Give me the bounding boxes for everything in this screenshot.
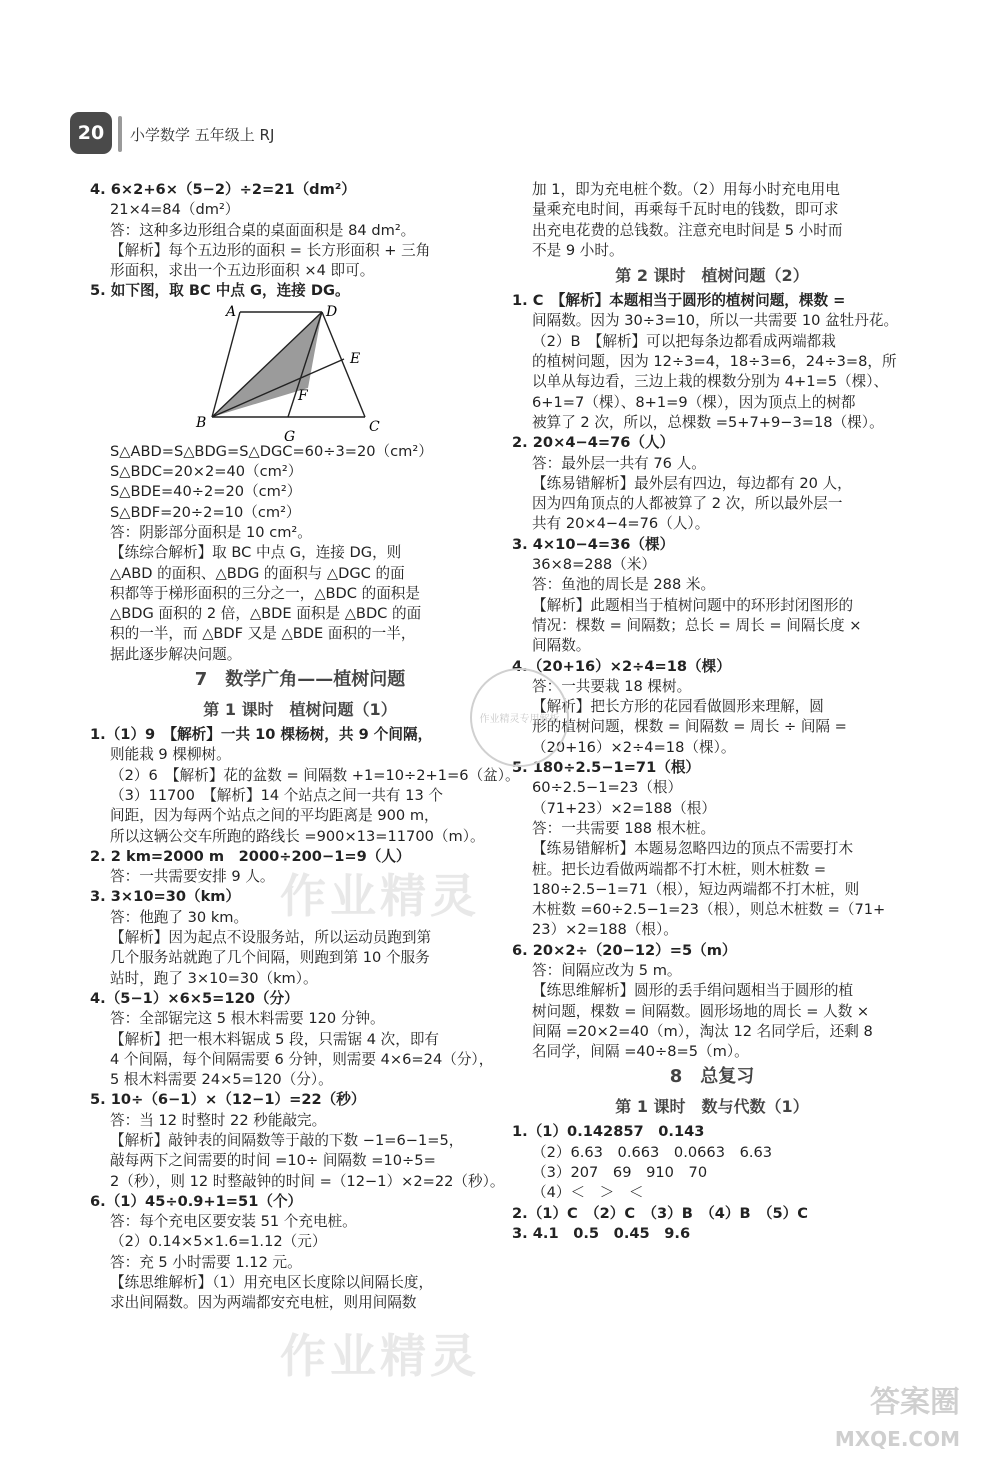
answer-line: 据此逐步解决问题。 bbox=[110, 645, 242, 663]
answer-line: 答：当 12 时整时 22 秒能敲完。 bbox=[110, 1111, 327, 1129]
question-line: 1.（1）9 【解析】一共 10 棵杨树，共 9 个间隔， bbox=[90, 726, 433, 744]
answer-line: 桩。把长边看做两端都不打木桩，则木桩数 = bbox=[532, 860, 827, 878]
question-line: 1. C 【解析】本题相当于圆形的植树问题，棵数 = bbox=[512, 292, 846, 310]
question-line: 5. 如下图，取 BC 中点 G，连接 DG。 bbox=[90, 282, 350, 300]
answer-line: 答：充 5 小时需要 1.12 元。 bbox=[110, 1253, 302, 1271]
answer-line: 5 根木料需要 24×5=120（分）。 bbox=[110, 1071, 333, 1089]
answer-line: 答：一共需要 188 根木桩。 bbox=[532, 819, 716, 837]
answer-line: 答：阴影部分面积是 10 cm²。 bbox=[110, 523, 312, 541]
answer-line: 间隔数。 bbox=[532, 637, 591, 655]
lesson-heading: 第 1 课时 植树问题（1） bbox=[203, 700, 397, 720]
site-logo: 答案圈 bbox=[870, 1385, 960, 1420]
vertex-label-g: G bbox=[284, 428, 296, 445]
answer-line: （2）0.14×5×1.6=1.12（元） bbox=[110, 1233, 327, 1251]
answer-line: 情况：棵数 = 间隔数；总长 = 周长 = 间隔长度 × bbox=[532, 616, 862, 634]
answer-line: 【练易错解析】最外层有四边，每边都有 20 人， bbox=[532, 474, 852, 492]
answer-line: 积都等于梯形面积的三分之一，△BDC 的面积是 bbox=[110, 584, 420, 602]
answer-line: 出充电花费的总钱数。注意充电时间是 5 小时而 bbox=[532, 221, 843, 239]
answer-line: S△BDE=40÷2=20（cm²） bbox=[110, 483, 302, 501]
answer-line: 答：每个充电区要安装 51 个充电桩。 bbox=[110, 1213, 357, 1231]
answer-line: 因为四角顶点的人都被算了 2 次，所以最外层一 bbox=[532, 495, 843, 513]
question-line: 2.（1）C （2）C （3）B （4）B （5）C bbox=[512, 1204, 808, 1222]
page-header bbox=[70, 112, 930, 160]
header-divider bbox=[118, 116, 122, 152]
answer-line: 站时，跑了 3×10=30（km）。 bbox=[110, 969, 318, 987]
answer-line: 积的一半，而 △BDF 又是 △BDE 面积的一半， bbox=[110, 625, 416, 643]
answer-line: 答：全部锯完这 5 根木料需要 120 分钟。 bbox=[110, 1010, 385, 1028]
answer-line: 【练思维解析】（1）用充电区长度除以间隔长度， bbox=[110, 1274, 434, 1292]
answer-line: 【练思维解析】圆形的丢手绢问题相当于圆形的植 bbox=[532, 982, 854, 1000]
watermark-text: 作业精灵 bbox=[280, 869, 480, 923]
answer-line: 答：这种多边形组合桌的桌面面积是 84 dm²。 bbox=[110, 221, 416, 239]
answer-line: 的植树问题，因为 12÷3=4，18÷3=6，24÷3=8，所 bbox=[532, 353, 897, 371]
vertex-label-c: C bbox=[369, 418, 380, 435]
page-number: 20 bbox=[70, 112, 112, 154]
question-line: 2. 2 km=2000 m 2000÷200−1=9（人） bbox=[90, 847, 411, 865]
answer-line: 木桩数 =60÷2.5−1=23（根），则总木桩数 =（71+ bbox=[532, 901, 886, 919]
answer-line: 敲每两下之间需要的时间 =10÷ 间隔数 =10÷5= bbox=[110, 1152, 436, 1170]
lesson-heading: 第 1 课时 数与代数（1） bbox=[615, 1097, 809, 1117]
question-line: 5. 10÷（6−1）×（12−1）=22（秒） bbox=[90, 1091, 366, 1109]
question-line: 1.（1）0.142857 0.143 bbox=[512, 1123, 705, 1141]
answer-line: 几个服务站就跑了几个间隔，则跑到第 10 个服务 bbox=[110, 949, 430, 967]
question-line: 4.（20+16）×2÷4=18（棵） bbox=[512, 657, 731, 675]
book-title: 小学数学 五年级上 RJ bbox=[130, 126, 275, 144]
trapezoid-diagram bbox=[90, 302, 510, 445]
question-line: 6. 20×2÷（20−12）=5（m） bbox=[512, 941, 737, 959]
chapter-heading: 7 数学广角——植树问题 bbox=[194, 669, 406, 691]
vertex-label-a: A bbox=[226, 303, 237, 320]
vertex-label-b: B bbox=[196, 414, 207, 431]
answer-line: 间距，因为每两个站点之间的平均距离是 900 m， bbox=[110, 807, 439, 825]
answer-line: S△BDF=20÷2=10（cm²） bbox=[110, 503, 301, 521]
vertex-label-e: E bbox=[350, 350, 361, 367]
answer-line: 所以这辆公交车所跑的路线长 =900×13=11700（m）。 bbox=[110, 827, 485, 845]
answer-line: （20+16）×2÷4=18（棵）。 bbox=[532, 738, 736, 756]
answer-line: S△BDC=20×2=40（cm²） bbox=[110, 463, 303, 481]
answer-line: 形面积，求出一个五边形面积 ×4 即可。 bbox=[110, 262, 375, 280]
answer-line: 形的植树问题，棵数 = 间隔数 = 周长 ÷ 间隔 = bbox=[532, 718, 847, 736]
answer-line: 【练综合解析】取 BC 中点 G，连接 DG，则 bbox=[110, 544, 402, 562]
answer-line: 答：鱼池的周长是 288 米。 bbox=[532, 576, 716, 594]
question-line: 4.（5−1）×6×5=120（分） bbox=[90, 989, 299, 1007]
answer-line: 加 1，即为充电桩个数。（2）用每小时充电用电 bbox=[532, 181, 840, 198]
answer-line: 答：一共需要安排 9 人。 bbox=[110, 868, 275, 886]
answer-line: 23）×2=188（根）。 bbox=[532, 921, 678, 939]
question-line: 3. 4.1 0.5 0.45 9.6 bbox=[512, 1224, 691, 1242]
answer-line: 间隔 =20×2=40（m），淘汰 12 名同学后，还剩 8 bbox=[532, 1022, 873, 1040]
answer-line: 以单从每边看，三边上栽的棵数分别为 4+1=5（棵）、 bbox=[532, 373, 889, 391]
answer-line: （3）11700 【解析】14 个站点之间一共有 13 个 bbox=[110, 786, 443, 804]
question-line: 5. 180÷2.5−1=71（根） bbox=[512, 759, 701, 777]
watermark-text: 作业精灵 bbox=[280, 1329, 480, 1383]
answer-line: 被算了 2 次，所以，总棵数 =5+7+9−3=18（棵）。 bbox=[532, 413, 884, 431]
answer-line: 【解析】把长方形的花园看做圆形来理解，圆 bbox=[532, 698, 824, 716]
answer-line: 【解析】因为起点不设服务站，所以运动员跑到第 bbox=[110, 929, 432, 947]
answer-line: 共有 20×4−4=76（人）。 bbox=[532, 515, 710, 533]
question-line: 6.（1）45÷0.9+1=51（个） bbox=[90, 1192, 303, 1210]
answer-line: 不是 9 小时。 bbox=[532, 241, 624, 259]
question-line: 3. 4×10−4=36（棵） bbox=[512, 535, 675, 553]
answer-line: 求出间隔数。因为两端都安充电桩，则用间隔数 bbox=[110, 1294, 417, 1312]
question-line: 3. 3×10=30（km） bbox=[90, 888, 241, 906]
answer-line: 180÷2.5−1=71（根），短边两端都不打木桩，则 bbox=[532, 880, 860, 898]
answer-line: 【解析】此题相当于植树问题中的环形封闭图形的 bbox=[532, 596, 854, 614]
answer-line: 名同学，间隔 =40÷8=5（m）。 bbox=[532, 1043, 749, 1061]
answer-line: （2）B 【解析】可以把每条边都看成两端都栽 bbox=[532, 332, 836, 350]
answer-line: 【练易错解析】本题易忽略四边的顶点不需要打木 bbox=[532, 840, 854, 858]
answer-line: 答：间隔应改为 5 m。 bbox=[532, 961, 682, 979]
vertex-label-f: F bbox=[298, 387, 308, 404]
site-url: MXQE.COM bbox=[834, 1427, 960, 1451]
lesson-heading: 第 2 课时 植树问题（2） bbox=[615, 266, 809, 286]
answer-line: 树问题，棵数 = 间隔数。圆形场地的周长 = 人数 × bbox=[532, 1002, 870, 1020]
answer-line: 则能栽 9 棵柳树。 bbox=[110, 746, 231, 764]
answer-line: 【解析】每个五边形的面积 = 长方形面积 + 三角 bbox=[110, 241, 431, 259]
answer-line: 4 个间隔，每个间隔需要 6 分钟，则需要 4×6=24（分）， bbox=[110, 1050, 494, 1068]
answer-line: 36×8=288（米） bbox=[532, 556, 656, 574]
answer-line: △BDG 面积的 2 倍，△BDE 面积是 △BDC 的面 bbox=[110, 605, 422, 623]
watermark-stamp: 作业精灵专用解析 bbox=[470, 668, 569, 767]
answer-line: △ABD 的面积、△BDG 的面积与 △DGC 的面 bbox=[110, 564, 405, 582]
right-column bbox=[512, 180, 912, 1244]
answer-line: 【解析】把一根木料锯成 5 段，只需锯 4 次，即有 bbox=[110, 1030, 440, 1048]
answer-line: （2）6.63 0.663 0.0663 6.63 bbox=[532, 1143, 773, 1161]
question-line: 2. 20×4−4=76（人） bbox=[512, 434, 675, 452]
answer-line: （71+23）×2=188（根） bbox=[532, 799, 716, 817]
answer-line: （4）＜ ＞ ＜ bbox=[532, 1184, 644, 1202]
answer-line: 2（秒），则 12 时整敲钟的时间 =（12−1）×2=22（秒）。 bbox=[110, 1172, 505, 1190]
answer-line: 60÷2.5−1=23（根） bbox=[532, 779, 683, 797]
answer-line: 答：他跑了 30 km。 bbox=[110, 908, 249, 926]
answer-line: （3）207 69 910 70 bbox=[532, 1164, 708, 1182]
answer-line: （2）6 【解析】花的盆数 = 间隔数 +1=10÷2+1=6（盆）。 bbox=[110, 766, 520, 784]
answer-line: S△ABD=S△BDG=S△DGC=60÷3=20（cm²） bbox=[110, 442, 433, 460]
answer-line: 量乘充电时间，再乘每千瓦时电的钱数，即可求 bbox=[532, 201, 839, 219]
answer-line: 【解析】敲钟表的间隔数等于敲的下数 −1=6−1=5， bbox=[110, 1131, 464, 1149]
answer-line: 答：最外层一共有 76 人。 bbox=[532, 454, 706, 472]
answer-line: 6+1=7（棵）、8+1=9（棵），因为顶点上的树都 bbox=[532, 393, 856, 411]
question-line: 4. 6×2+6×（5−2）÷2=21（dm²） bbox=[90, 181, 356, 198]
chapter-heading: 8 总复习 bbox=[669, 1066, 755, 1088]
answer-line: 21×4=84（dm²） bbox=[110, 201, 240, 219]
answer-line: 答：一共要栽 18 棵树。 bbox=[532, 677, 692, 695]
answer-line: 间隔数。因为 30÷3=10，所以一共需要 10 盆牡丹花。 bbox=[532, 312, 899, 330]
vertex-label-d: D bbox=[326, 303, 338, 320]
